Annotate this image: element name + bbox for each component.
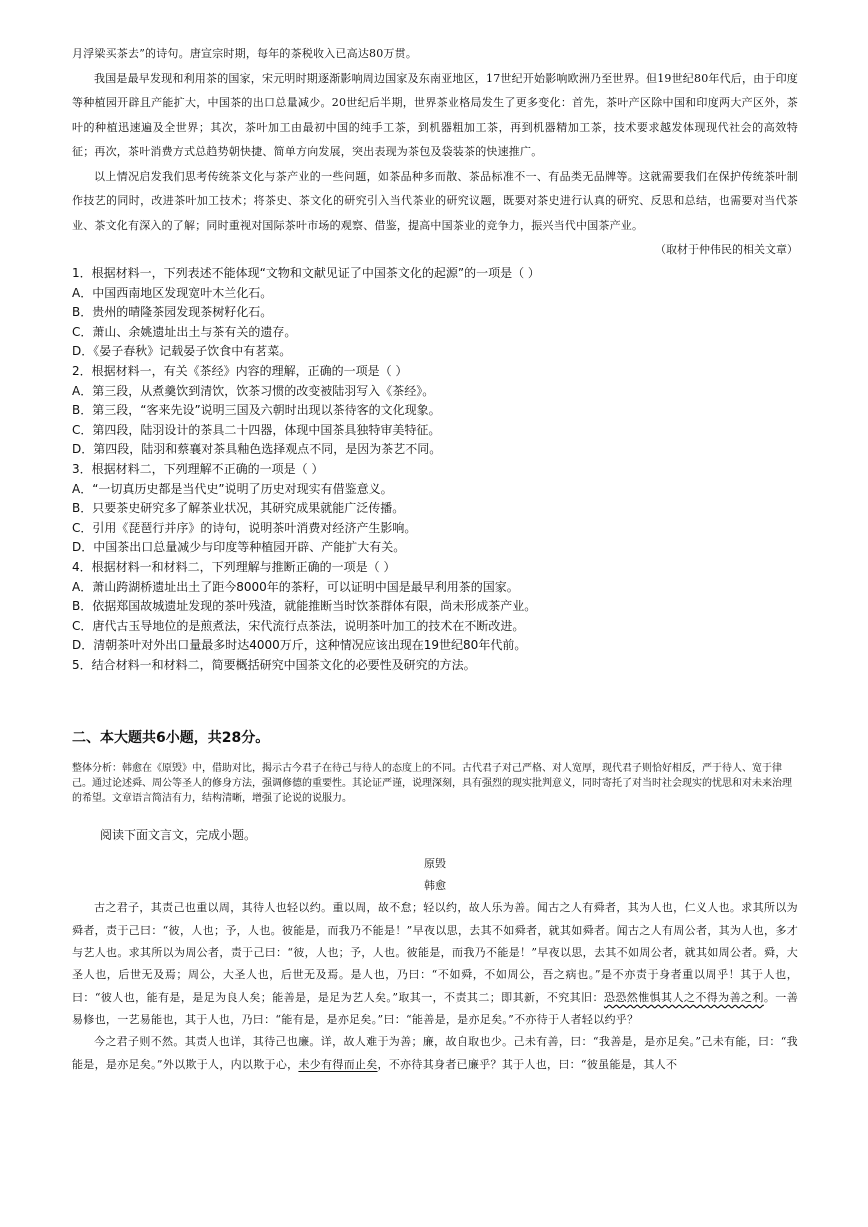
option-a[interactable]: A．第三段，从煮羹饮到清饮，饮茶习惯的改变被陆羽写入《茶经》。 <box>72 383 435 398</box>
option-a[interactable]: A．中国西南地区发现宽叶木兰化石。 <box>72 285 273 300</box>
text-run: 今之君子则不然。其责人也详，其待己也廉。详，故人难于为善；廉，故自取也少。己未有善，曰：“我善是，是亦足矣。”己未有能，曰：“我能是，是亦足矣。”外以欺于人，内以欺于心， <box>72 1035 798 1071</box>
text-title: 原毁 <box>424 857 446 871</box>
option-b[interactable]: B．依据郑国故城遗址发现的茶叶残渣，就能推断当时饮茶群体有限，尚未形成茶产业。 <box>72 599 537 614</box>
option-a[interactable]: A．萧山跨湖桥遗址出土了距今8000年的茶籽，可以证明中国是最早利用茶的国家。 <box>72 579 519 594</box>
text-author: 韩愈 <box>424 879 446 893</box>
question-stem: 3．根据材料二，下列理解不正确的一项是（ ） <box>72 461 324 476</box>
reading-instruction: 阅读下面文言文，完成小题。 <box>100 828 257 843</box>
question-stem: 5．结合材料一和材料二，简要概括研究中国茶文化的必要性及研究的方法。 <box>72 657 476 672</box>
material-paragraph: 以上情况启发我们思考传统茶文化与茶产业的一些问题，如茶品种多而散、茶品标准不一、有品类无品牌等。这就需要我们在保护传统茶叶制作技艺的同时，改进茶叶加工技术；将茶史、茶文化的研究引入当代茶业的研究议题，既要对茶史进行认真的研究、反思和总结，也需要对当代茶业、茶文化有深入的了解；同时重视对国际茶叶市场的观察、借鉴，提高中国茶业的竞争力，振兴当代中国茶产业。 <box>72 169 798 232</box>
text-run: 。一善易修也，一艺易能也，其于人也，乃曰：“能有是，是亦足矣。”曰：“能善是，是亦足矣。”不亦待于人者轻以约乎？ <box>72 990 799 1026</box>
material-continuation: 月浮梁买茶去”的诗句。唐宣宗时期，每年的茶税收入已高达80万贯。 <box>72 47 418 60</box>
underlined-phrase: 未少有得而止矣 <box>298 1057 378 1071</box>
section-title: 二、本大题共6小题，共28分。 <box>72 730 270 747</box>
option-c[interactable]: C．引用《琵琶行并序》的诗句，说明茶叶消费对经济产生影响。 <box>72 520 417 535</box>
text-run: 古之君子，其责己也重以周，其待人也轻以约。重以周，故不怠；轻以约，故人乐为善。闻古之人有舜者，其为人也，仁义人也。求其所以为舜者，责于己曰：“彼，人也；予，人也。彼能是，而我乃不能是！”早夜以思，去其不如舜者，就其如舜者。闻古之人有周公者，其为人也，多才与艺人也。求其所以为周公者，责于己曰：“彼，人也；予，人也。彼能是，而我乃不能是！”早夜以思，去其不如周公者，就其如周公者。舜，大圣人也，后世无及焉；周公，大圣人也，后世无及焉。是人也，乃曰：“不如舜，不如周公，吾之病也。”是不亦责于身者重以周乎！其于人也，曰：“彼人也，能有是，是足为良人矣；能善是，是足为艺人矣。”取其一，不责其二；即其新，不究其旧： <box>72 901 798 1004</box>
option-a[interactable]: A．“一切真历史都是当代史”说明了历史对现实有借鉴意义。 <box>72 481 393 496</box>
option-d[interactable]: D．中国茶出口总量减少与印度等种植园开辟、产能扩大有关。 <box>72 540 406 555</box>
text-run: ，不亦待其身者已廉乎？其于人也，曰：“彼虽能是，其人不 <box>377 1057 678 1071</box>
question-list <box>72 264 798 675</box>
option-b[interactable]: B．贵州的晴隆茶园发现茶树籽化石。 <box>72 305 273 320</box>
option-b[interactable]: B．只要茶史研究多了解茶业状况，其研究成果就能广泛传播。 <box>72 501 405 516</box>
option-b[interactable]: B．第三段，“客来先设”说明三国及六朝时出现以茶待客的文化现象。 <box>72 403 441 418</box>
option-c[interactable]: C．唐代古玉导地位的是煎煮法，宋代流行点茶法，说明茶叶加工的技术在不断改进。 <box>72 618 525 633</box>
spacer <box>72 675 798 727</box>
option-c[interactable]: C．萧山、余姚遗址出土与茶有关的遗存。 <box>72 324 297 339</box>
analysis-note: 整体分析：韩愈在《原毁》中，借助对比，揭示古今君子在待己与待人的态度上的不同。古代君子对己严格、对人宽厚，现代君子则恰好相反，严于待人、宽于律己。通过论述舜、周公等圣人的修身方法，强调修德的重要性。其论证严谨，说理深刻，具有强烈的现实批判意义，同时寄托了对当时社会现实的忧思和对未来治理的希望。文章语言简洁有力，结构清晰，增强了论说的说服力。 <box>72 763 792 805</box>
classical-paragraph <box>72 1031 798 1076</box>
question-stem: 2．根据材料一，有关《茶经》内容的理解，正确的一项是（ ） <box>72 363 408 378</box>
material-paragraph: 我国是最早发现和利用茶的国家，宋元明时期逐渐影响周边国家及东南亚地区，17世纪开始影响欧洲乃至世界。但19世纪80年代后，由于印度等种植园开辟且产能扩大，中国茶的出口总量减少。20世纪后半期，世界茶业格局发生了更多变化：首先，茶叶产区除中国和印度两大产区外，茶叶的种植迅速遍及全世界；其次，茶叶加工由最初中国的纯手工茶，到机器粗加工茶，再到机器精加工茶，技术要求越发体现现代社会的高效特征；再次，茶叶消费方式总趋势朝快捷、简单方向发展，突出表现为茶包及袋装茶的快速推广。 <box>72 71 798 158</box>
option-c[interactable]: C．第四段，陆羽设计的茶具二十四器，体现中国茶具独特审美特征。 <box>72 422 441 437</box>
question-stem: 1．根据材料一，下列表述不能体现“文物和文献见证了中国茶文化的起源”的一项是（ ） <box>72 266 540 280</box>
option-d[interactable]: D．清朝茶叶对外出口量最多时达4000万斤，这种情况应该出现在19世纪80年代前。 <box>72 638 527 653</box>
question-stem: 4．根据材料一和材料二，下列理解与推断正确的一项是（ ） <box>72 559 396 574</box>
wavy-underlined-sentence: 恐恐然惟惧其人之不得为善之利 <box>603 990 764 1004</box>
classical-paragraph <box>72 897 798 1031</box>
source-citation: （取材于仲伟民的相关文章） <box>655 243 798 256</box>
option-d[interactable]: D．第四段，陆羽和蔡襄对茶具釉色选择观点不同，是因为茶艺不同。 <box>72 442 442 457</box>
option-d[interactable]: D．《晏子春秋》记载晏子饮食中有茗菜。 <box>72 344 292 359</box>
